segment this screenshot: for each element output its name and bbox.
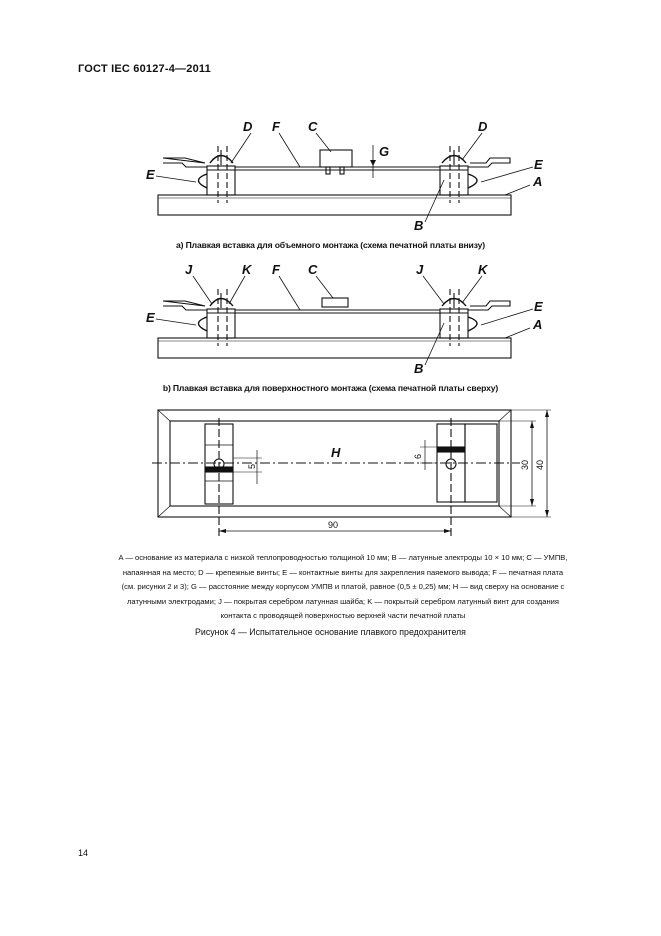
label-c: C — [308, 119, 318, 134]
label-d-left: D — [243, 119, 253, 134]
label-c-b: C — [308, 262, 318, 277]
dim-6: 6 — [413, 453, 423, 459]
label-e-left-b: E — [146, 310, 155, 325]
label-a-b: A — [533, 317, 543, 332]
document-header: ГОСТ IEC 60127-4—2011 — [78, 63, 211, 75]
figure-legend — [86, 551, 600, 624]
label-f-b: F — [272, 262, 280, 277]
legend-line: латунными электродами; J — покрытая серебром латунная шайба; K — покрытый серебром латунный винт для создания — [126, 596, 559, 606]
label-e-left: E — [146, 167, 155, 182]
label-k-left: K — [242, 262, 252, 277]
label-d-right: D — [478, 119, 488, 134]
label-e-right-b: E — [534, 299, 543, 314]
dim-90: 90 — [328, 520, 339, 530]
label-h: H — [331, 445, 341, 460]
caption-b: b) Плавкая вставка для поверхностного монтажа (схема печатной платы сверху) — [162, 383, 499, 393]
label-a: A — [533, 174, 543, 189]
dim-40: 40 — [535, 459, 545, 470]
legend-line: контакта с проводящей поверхностью верхней части печатной платы — [220, 611, 466, 621]
label-j-right: J — [416, 262, 424, 277]
legend-line: напаянная на место; D — крепежные винты; E — контактные винты для закрепления паяемого вывода; F — печатная плата — [122, 567, 564, 577]
caption-a: a) Плавкая вставка для объемного монтажа (схема печатной платы внизу) — [176, 240, 485, 250]
label-j-left: J — [185, 262, 193, 277]
label-f: F — [272, 119, 280, 134]
label-b: B — [414, 218, 424, 233]
legend-line: A — основание из материала с низкой теплопроводностью толщиной 10 мм; B — латунные электроды 10 × 10 мм; C — УМПВ, — [118, 553, 568, 562]
dim-30: 30 — [520, 459, 530, 470]
page-number: 14 — [78, 848, 89, 858]
label-k-right: K — [478, 262, 488, 277]
label-e-right: E — [534, 157, 543, 172]
label-g: G — [379, 144, 390, 159]
dim-5: 5 — [247, 463, 257, 469]
label-b-b: B — [414, 361, 424, 376]
legend-line: (см. рисунки 2 и 3); G — расстояние между корпусом УМПВ и платой, равное (0,5 ± 0,25) мм; H — вид сверху на основание с — [121, 582, 565, 592]
figure-title: Рисунок 4 — Испытательное основание плавкого предохранителя — [195, 627, 466, 637]
